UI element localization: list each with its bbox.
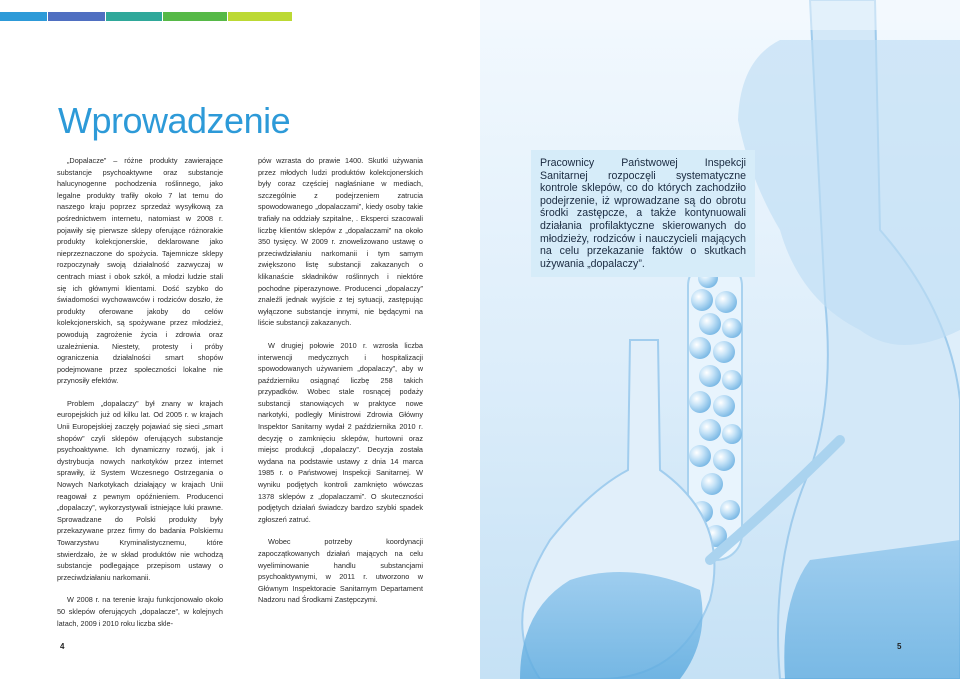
page-title: Wprowadzenie: [58, 100, 291, 142]
liquid: [784, 540, 960, 679]
color-bar-4: [163, 12, 227, 21]
page-number: 4: [60, 642, 65, 651]
paragraph: W drugiej połowie 2010 r. wzrosła liczba interwencji medycznych i hospitalizacji spowodowanych używaniem „dopalaczy”, aby w październiku osiągnąć liczbę 258 takich przypadków. Wobec stale rosnącej podaży substancji stanowiących w praktyce nowe narkotyki, podległy Ministrowi Zdrowia Główny Inspektor Sanitarny wydał 2 października 2010 r. decyzję o zamknięciu sklepów, hurtowni oraz miejsc produkcji „dopalaczy”. Decyzja została wydana na podstawie ustawy z dnia 14 marca 1985 r. o Państwowej Inspekcji Sanitarnej. W wyniku podjętych kontroli zamknięto wówczas 1378 sklepów z „dopalaczami”. O skuteczności podjętych działań świadczy bardzo szybki spadek zgłoszeń zatruć.: [258, 340, 423, 524]
color-bar-5: [228, 12, 292, 21]
right-page: [480, 0, 960, 679]
paragraph: Wobec potrzeby koordynacji zapoczątkowanych działań mających na celu wyeliminowanie handlu substancjami psychoaktywnymi, w 2011 r. utworzono w Głównym Inspektoracie Sanitarnym Departament Nadzoru nad Środkami Zastępczymi.: [258, 537, 423, 605]
text-column-2: [258, 155, 423, 606]
highlight: [480, 0, 960, 30]
quote-box: Pracownicy Państwowej Inspekcji Sanitarnej rozpoczęli systematyczne kontrole sklepów, co do których zachodziło podejrzenie, iż wprowadzane są do obrotu środki zastępcze, a także kontynuowali działania profilaktyczne skierowanych do młodzieży, rodziców i nauczycieli mających na celu przekazanie faktów o skutkach używania „dopalaczy”.: [531, 150, 755, 277]
paragraph: pów wzrasta do prawie 1400. Skutki używania przez młodych ludzi produktów kolekcjonerskich były coraz częściej nagłaśniane w mediach, szczególnie z podejrzeniem zatrucia spowodowanego „dopalaczami”, kiedy osoby takie trafiały na oddziały szpitalne, . Eksperci szacowali liczbę klientów sklepów z „dopalaczami” na około 350 tysięcy. W 2009 r. znowelizowano ustawę o przeciwdziałaniu narkomanii i tym samym zwiększono listę substancji zakazanych o klikanaście składników roślinnych i niektóre pochodne piperazynowe. Producenci „dopalaczy” znaleźli jednak wyjście z tej sytuacji, zastępując wyłączone substancje innymi, nie będącymi na liście substancji zakazanych.: [258, 156, 423, 328]
color-bar-3: [106, 12, 162, 21]
color-bar-1: [0, 12, 47, 21]
paragraph: „Dopalacze” – różne produkty zawierające substancje psychoaktywne oraz substancje halucynogenne pochodzenia roślinnego, jako legalne produkty trafiły około 7 lat temu do naszego kraju poprzez sprzedaż wysyłkową za pośrednictwem internetu, natomiast w 2008 r. pojawiły się pierwsze sklepy oferujące różnorakie produkty kolekcjonerskie, deklarowane jako nieprzeznaczone do spożycia. Tajemnicze sklepy rozpoczynały swoją działalność zazwyczaj w centrach miast i obok szkół, a młodzi ludzie stali się ich głównymi klientami. Dość szybko do świadomości wychowawców i rodziców doszło, że produkty oferowane jakoby do celów kolekcjonerskich, są spożywane przez młodzież, powodują zagrożenie życia i zdrowia oraz uzależnienia. Niestety, protesty i próby ograniczenia działalności smart shopów podejmowane przez społeczności lokalne nie przynosiły efektów.: [57, 156, 223, 386]
paragraph: W 2008 r. na terenie kraju funkcjonowało około 50 sklepów oferujących „dopalacze”, w kolejnych latach, 2009 i 2010 roku liczba skle-: [57, 595, 223, 628]
text-column-1: [57, 155, 223, 629]
color-bar-2: [48, 12, 105, 21]
laboratory-glassware-illustration: [480, 0, 960, 679]
page-number: 5: [897, 642, 902, 651]
paragraph: Problem „dopalaczy” był znany w krajach europejskich już od kilku lat. Od 2005 r. w krajach Unii Europejskiej zaczęły pojawiać się sieci „smart shopów” czyli sklepów oferujących substancje psychoaktywne. Ich dynamiczny rozwój, jak i dystrybucja nowych narkotyków przez internet sprawiły, iż System Wczesnego Ostrzegania o Nowych Narkotykach działający w krajach Unii reagował z pewnym opóźnieniem. Producenci „dopalaczy”, wykorzystywali istniejące luki prawne. Sprowadzane do Polski produkty były przekazywane przez firmy do badania Polskiemu Towarzystwu Kryminalistycznemu, które stwierdzało, że w skład produktów nie wchodzą substancje podlegające przepisom ustawy o przeciwdziałaniu narkomanii.: [57, 398, 223, 582]
